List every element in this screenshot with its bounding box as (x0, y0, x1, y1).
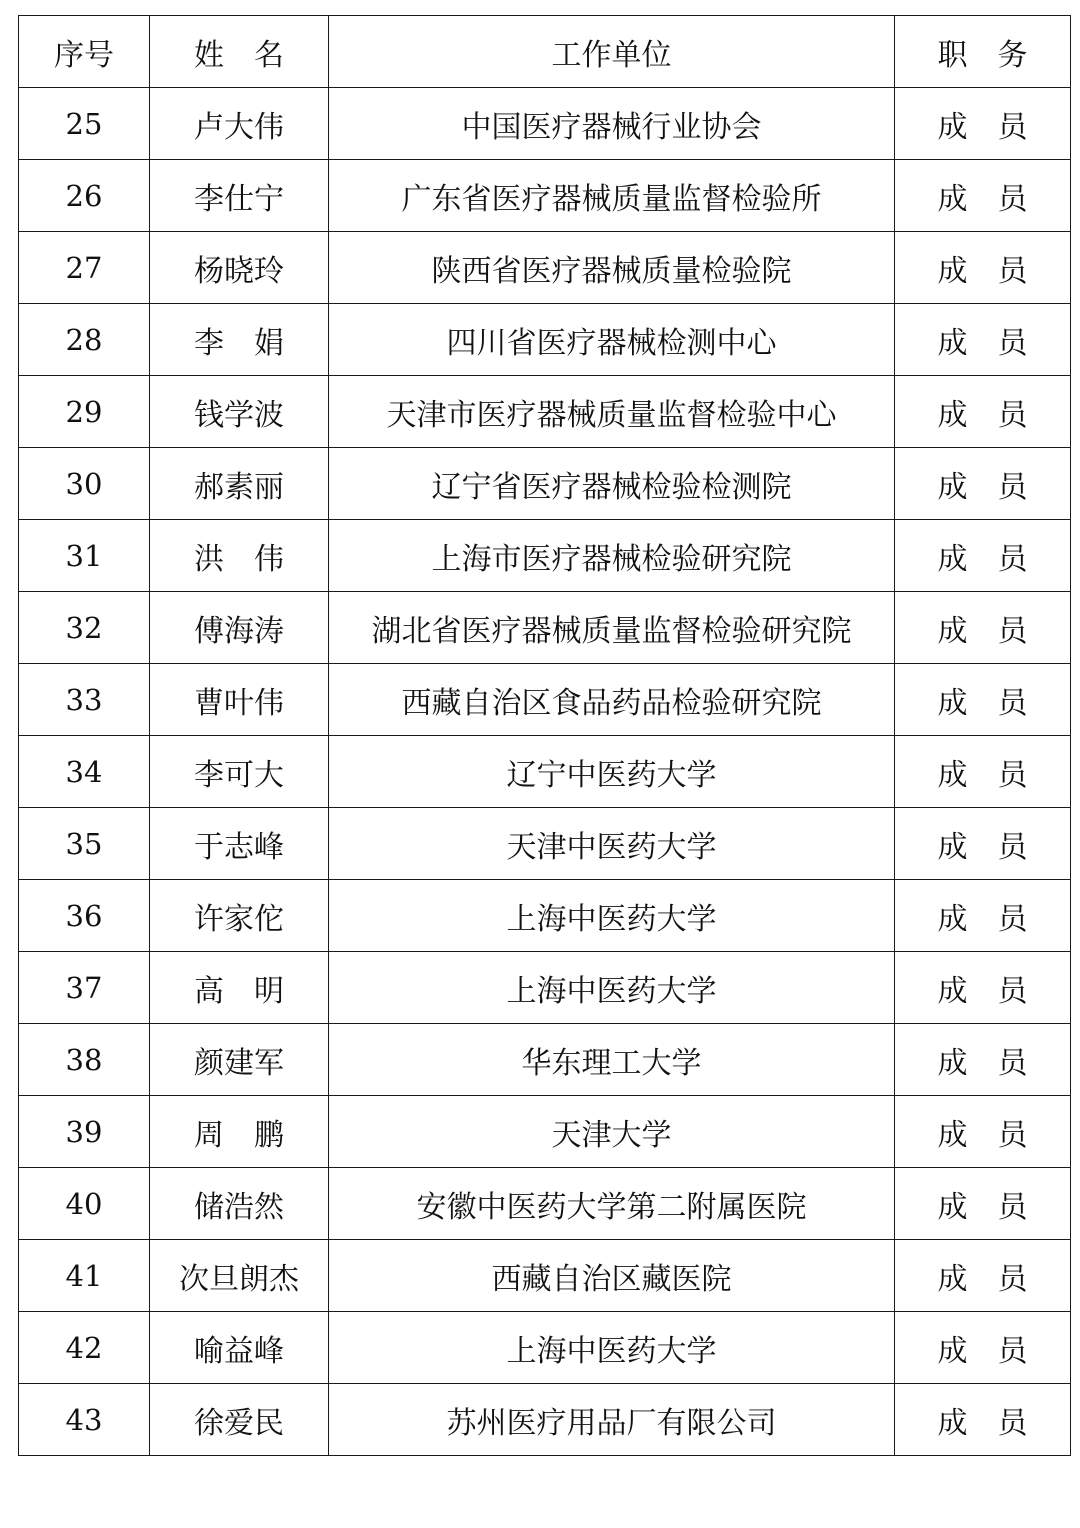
name-cell: 李可大 (150, 736, 329, 808)
position-cell: 成 员 (895, 232, 1071, 304)
work-unit-cell: 辽宁省医疗器械检验检测院 (329, 448, 895, 520)
name-cell: 周 鹏 (150, 1096, 329, 1168)
name-cell: 喻益峰 (150, 1312, 329, 1384)
table-row (19, 808, 1071, 880)
name-cell: 杨晓玲 (150, 232, 329, 304)
name-cell: 洪 伟 (150, 520, 329, 592)
table-row (19, 376, 1071, 448)
serial-number-cell: 37 (19, 952, 150, 1024)
serial-number-cell: 36 (19, 880, 150, 952)
name-cell: 高 明 (150, 952, 329, 1024)
table-row (19, 952, 1071, 1024)
work-unit-cell: 华东理工大学 (329, 1024, 895, 1096)
member-table (18, 15, 1071, 1456)
table-row (19, 304, 1071, 376)
table-row (19, 232, 1071, 304)
name-cell: 颜建军 (150, 1024, 329, 1096)
work-unit-cell: 天津市医疗器械质量监督检验中心 (329, 376, 895, 448)
header-row (19, 16, 1071, 88)
serial-number-cell: 33 (19, 664, 150, 736)
position-cell: 成 员 (895, 1096, 1071, 1168)
position-cell: 成 员 (895, 664, 1071, 736)
position-cell: 成 员 (895, 952, 1071, 1024)
name-cell: 许家佗 (150, 880, 329, 952)
table-row (19, 1312, 1071, 1384)
position-cell: 成 员 (895, 1312, 1071, 1384)
serial-number-cell: 34 (19, 736, 150, 808)
work-unit-cell: 广东省医疗器械质量监督检验所 (329, 160, 895, 232)
serial-number-cell: 41 (19, 1240, 150, 1312)
work-unit-cell: 天津大学 (329, 1096, 895, 1168)
position-cell: 成 员 (895, 736, 1071, 808)
table-row (19, 880, 1071, 952)
position-cell: 成 员 (895, 592, 1071, 664)
work-unit-cell: 安徽中医药大学第二附属医院 (329, 1168, 895, 1240)
work-unit-cell: 四川省医疗器械检测中心 (329, 304, 895, 376)
position-cell: 成 员 (895, 1384, 1071, 1456)
table-row (19, 1384, 1071, 1456)
serial-number-cell: 40 (19, 1168, 150, 1240)
position-cell: 成 员 (895, 808, 1071, 880)
name-cell: 徐爱民 (150, 1384, 329, 1456)
serial-number-cell: 43 (19, 1384, 150, 1456)
serial-number-cell: 30 (19, 448, 150, 520)
table-row (19, 448, 1071, 520)
position-cell: 成 员 (895, 88, 1071, 160)
work-unit-cell: 中国医疗器械行业协会 (329, 88, 895, 160)
position-cell: 成 员 (895, 1168, 1071, 1240)
table-row (19, 1024, 1071, 1096)
table-row (19, 160, 1071, 232)
work-unit-cell: 上海中医药大学 (329, 880, 895, 952)
position-cell: 成 员 (895, 160, 1071, 232)
table-row (19, 1168, 1071, 1240)
name-cell: 李 娟 (150, 304, 329, 376)
name-cell: 傅海涛 (150, 592, 329, 664)
header-name: 姓 名 (150, 16, 329, 88)
serial-number-cell: 39 (19, 1096, 150, 1168)
name-cell: 钱学波 (150, 376, 329, 448)
serial-number-cell: 42 (19, 1312, 150, 1384)
serial-number-cell: 31 (19, 520, 150, 592)
position-cell: 成 员 (895, 520, 1071, 592)
position-cell: 成 员 (895, 448, 1071, 520)
serial-number-cell: 28 (19, 304, 150, 376)
work-unit-cell: 天津中医药大学 (329, 808, 895, 880)
table-row (19, 1240, 1071, 1312)
serial-number-cell: 35 (19, 808, 150, 880)
name-cell: 次旦朗杰 (150, 1240, 329, 1312)
name-cell: 卢大伟 (150, 88, 329, 160)
work-unit-cell: 西藏自治区食品药品检验研究院 (329, 664, 895, 736)
position-cell: 成 员 (895, 1240, 1071, 1312)
name-cell: 郝素丽 (150, 448, 329, 520)
serial-number-cell: 25 (19, 88, 150, 160)
header-serial-number: 序号 (19, 16, 150, 88)
serial-number-cell: 38 (19, 1024, 150, 1096)
name-cell: 于志峰 (150, 808, 329, 880)
work-unit-cell: 苏州医疗用品厂有限公司 (329, 1384, 895, 1456)
table-row (19, 736, 1071, 808)
name-cell: 李仕宁 (150, 160, 329, 232)
work-unit-cell: 陕西省医疗器械质量检验院 (329, 232, 895, 304)
work-unit-cell: 湖北省医疗器械质量监督检验研究院 (329, 592, 895, 664)
position-cell: 成 员 (895, 304, 1071, 376)
header-work-unit: 工作单位 (329, 16, 895, 88)
name-cell: 储浩然 (150, 1168, 329, 1240)
name-cell: 曹叶伟 (150, 664, 329, 736)
serial-number-cell: 29 (19, 376, 150, 448)
serial-number-cell: 26 (19, 160, 150, 232)
work-unit-cell: 上海中医药大学 (329, 952, 895, 1024)
position-cell: 成 员 (895, 1024, 1071, 1096)
position-cell: 成 员 (895, 376, 1071, 448)
table-row (19, 520, 1071, 592)
work-unit-cell: 辽宁中医药大学 (329, 736, 895, 808)
table-row (19, 88, 1071, 160)
work-unit-cell: 西藏自治区藏医院 (329, 1240, 895, 1312)
serial-number-cell: 32 (19, 592, 150, 664)
table-row (19, 1096, 1071, 1168)
position-cell: 成 员 (895, 880, 1071, 952)
work-unit-cell: 上海中医药大学 (329, 1312, 895, 1384)
table-row (19, 592, 1071, 664)
header-position: 职 务 (895, 16, 1071, 88)
serial-number-cell: 27 (19, 232, 150, 304)
table-body (19, 88, 1071, 1456)
work-unit-cell: 上海市医疗器械检验研究院 (329, 520, 895, 592)
table-row (19, 664, 1071, 736)
